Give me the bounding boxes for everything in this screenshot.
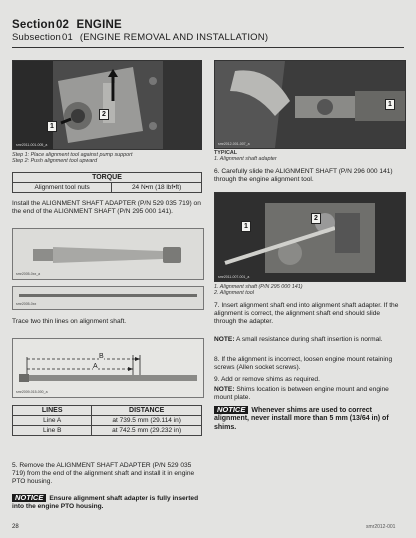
diagram-code: smr2009-015-000_a: [16, 390, 48, 394]
photo-code: smr2011-007-001_a: [218, 275, 250, 279]
subsection-title: Subsection01 (ENGINE REMOVAL AND INSTALLATION): [12, 32, 269, 43]
right-notice: [214, 406, 404, 432]
photo-code: smr2011-001-005_a: [16, 143, 48, 147]
notice-badge: NOTICE: [12, 494, 46, 502]
typical-caption: [214, 150, 404, 163]
typical-caption-text: 1. Alignment shaft adapter: [214, 156, 277, 163]
left-notice: [12, 494, 204, 511]
table-row: [13, 426, 202, 436]
section-title: Section02 ENGINE: [12, 19, 122, 31]
label-b: B: [99, 353, 104, 360]
adapter-art: [13, 229, 203, 279]
step-caption-2: Step 2: Push alignment tool upward: [12, 158, 98, 165]
distance-header: DISTANCE: [92, 406, 202, 416]
torque-label: Alignment tool nuts: [13, 183, 112, 193]
notice-badge: NOTICE: [214, 406, 248, 414]
lines-header: LINES: [13, 406, 92, 416]
step-captions: [12, 152, 202, 165]
adapter-image: [12, 228, 204, 280]
lines-table: [12, 405, 202, 436]
adapter-installed-photo: [214, 60, 406, 149]
adapter-code: smr2005-0xx_a: [16, 272, 41, 276]
alignment-shaft-photo: [214, 192, 406, 282]
note-text: Shims location is between engine mount and engine mount plate.: [214, 386, 389, 401]
torque-header: TORQUE: [13, 173, 202, 183]
trace-text: Trace two thin lines on alignment shaft.: [12, 318, 127, 325]
note-label: NOTE:: [214, 336, 235, 343]
step-5: 5. Remove the ALIGNMENT SHAFT ADAPTER (P/N 529 035 719) from the end of the alignment shaft and install it in engine PTO housing.: [12, 462, 195, 485]
shaft-lines-art: [13, 339, 203, 397]
callout-2: 2: [99, 109, 109, 120]
alignment-tool-photo: [12, 60, 202, 150]
step-8: 8. If the alignment is incorrect, loosen engine mount retaining screws (Allen socket screws).: [214, 356, 393, 371]
note-1: [214, 336, 404, 344]
table-row: [13, 416, 202, 426]
step-6: 6. Carefully slide the ALIGNMENT SHAFT (P/N 296 000 141) through the engine alignment tool.: [214, 168, 393, 183]
note-2: [214, 386, 404, 402]
shaft-caption-1: 1. Alignment shaft (P/N 295 000 141): [214, 284, 303, 290]
shaft-captions: [214, 284, 404, 297]
page-number: 28: [12, 524, 19, 530]
notice-text: Ensure alignment shaft adapter is fully inserted into the engine PTO housing.: [12, 495, 199, 510]
doc-code: smr2012-001: [366, 524, 396, 530]
callout-1: 1: [385, 99, 395, 110]
shaft-image: [12, 286, 204, 310]
shaft-code: smr2005-0xx: [16, 302, 37, 306]
line-distance: at 742.5 mm (29.232 in): [92, 426, 202, 436]
torque-value: 24 N•m (18 lbf•ft): [112, 183, 202, 193]
adapter-installed-art: [215, 61, 405, 148]
shaft-lines-diagram: [12, 338, 204, 398]
line-name: Line B: [13, 426, 92, 436]
note-label: NOTE:: [214, 386, 235, 393]
install-text: Install the ALIGNMENT SHAFT ADAPTER (P/N 529 035 719) on the end of the ALIGNMENT SHAFT (P/N 295 000 141).: [12, 200, 201, 215]
alignment-tool-photo-art: [13, 61, 201, 149]
step-9: 9. Add or remove shims as required.: [214, 376, 320, 383]
torque-table: [12, 172, 202, 193]
notice-text: Whenever shims are used to correct alignment, never install more than 5 mm (13/64 in) of shims.: [214, 407, 389, 431]
typical-label: TYPICAL: [214, 150, 238, 156]
header-rule: [12, 47, 404, 48]
photo-code: smr2012-001-007_a: [218, 142, 250, 146]
step-caption-1: Step 1: Place alignment tool against pump support: [12, 152, 133, 158]
alignment-shaft-art: [215, 193, 405, 281]
shaft-caption-2: 2. Alignment tool: [214, 290, 254, 297]
callout-1: 1: [47, 121, 57, 132]
shaft-art: [13, 287, 203, 309]
callout-1: 1: [241, 221, 251, 232]
line-name: Line A: [13, 416, 92, 426]
note-text: A small resistance during shaft insertion is normal.: [235, 336, 383, 343]
label-a: A: [93, 363, 98, 370]
line-distance: at 739.5 mm (29.114 in): [92, 416, 202, 426]
callout-2: 2: [311, 213, 321, 224]
step-7: 7. Insert alignment shaft end into alignment shaft adapter. If the alignment is correct, the alignment shaft end should slide through the adapter.: [214, 302, 399, 325]
